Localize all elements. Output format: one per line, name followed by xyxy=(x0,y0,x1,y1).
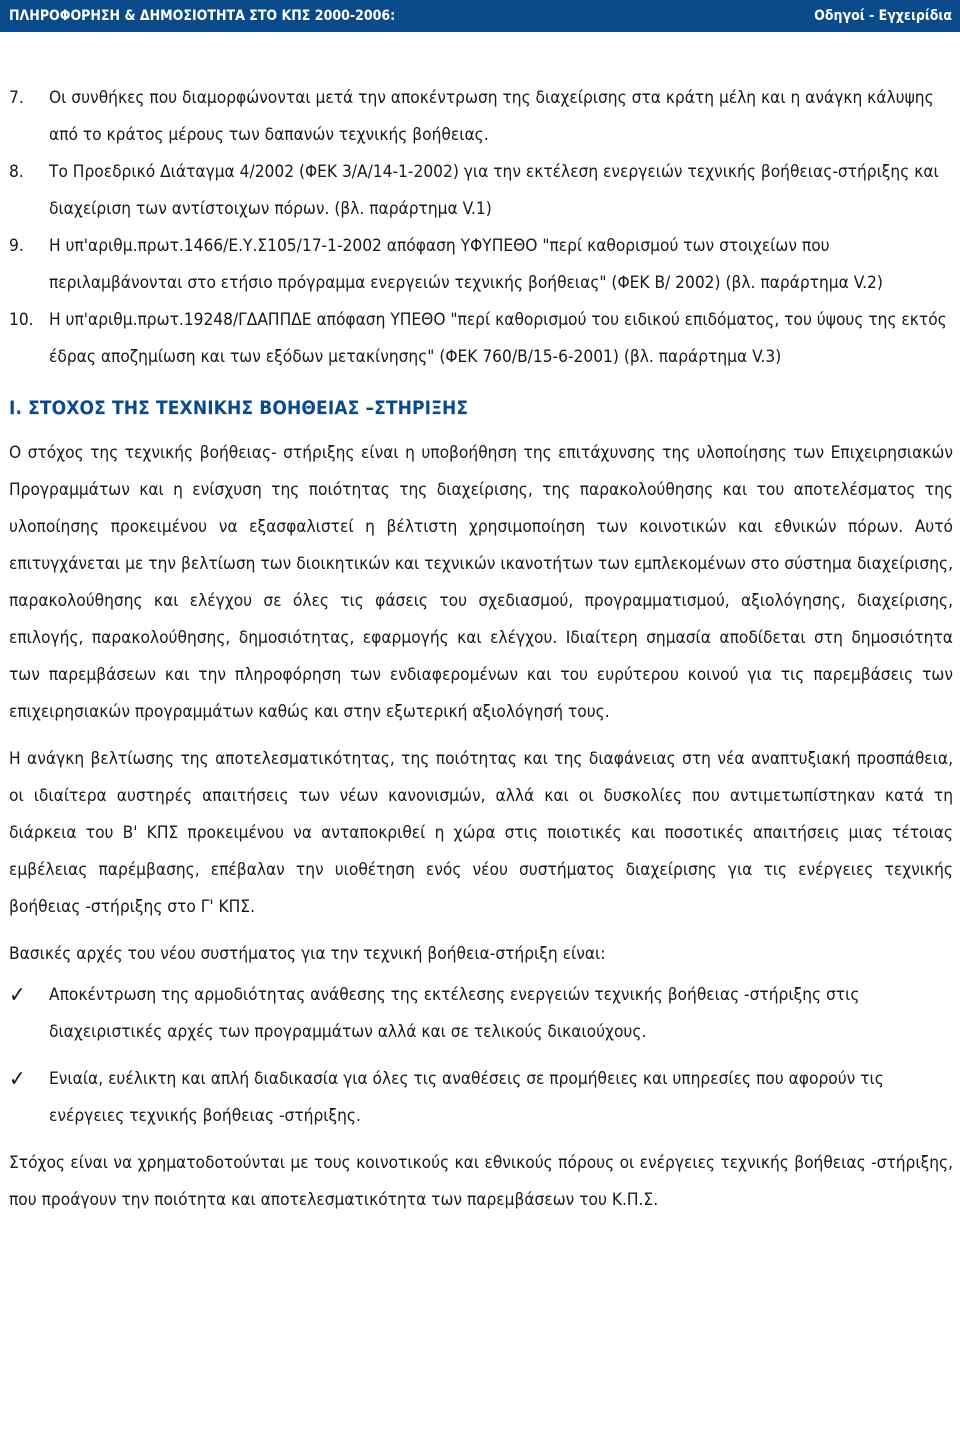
checkmark-icon: ✓ xyxy=(9,1067,26,1092)
section-heading: Ι. ΣΤΟΧΟΣ ΤΗΣ ΤΕΧΝΙΚΗΣ ΒΟΗΘΕΙΑΣ –ΣΤΗΡΙΞΗΣ xyxy=(9,397,469,419)
numbered-item xyxy=(9,228,953,302)
checklist-text: Αποκέντρωση της αρμοδιότητας ανάθεσης της εκτέλεσης ενεργειών τεχνικής βοήθειας -στήριξης στις διαχειριστικές αρχές των προγραμμάτων αλλά και σε τελικούς δικαιούχους. xyxy=(49,985,860,1042)
item-number: 10. xyxy=(9,310,34,330)
header-title: ΠΛΗΡΟΦΟΡΗΣΗ & ΔΗΜΟΣΙΟΤΗΤΑ ΣΤΟ ΚΠΣ 2000-2006: xyxy=(9,8,396,24)
item-number: 9. xyxy=(9,236,24,256)
body-paragraph: Ο στόχος της τεχνικής βοήθειας- στήριξης είναι η υποβοήθηση της επιτάχυνσης της υλοποίησης των Επιχειρησιακών Προγραμμάτων και η ενίσχυση της ποιότητας της διαχείρισης, της παρακολούθησης και του αποτελέσματος της υλοποίησης προκειμένου να εξασφαλιστεί η βέλτιστη χρησιμοποίηση των κοινοτικών και εθνικών πόρων. Αυτό επιτυγχάνεται με την βελτίωση των διοικητικών και τεχνικών ικανοτήτων των εμπλεκομένων στο σύστημα διαχείρισης, παρακολούθησης και ελέγχου σε όλες τις φάσεις του σχεδιασμού, προγραμματισμού, αξιολόγησης, διαχείρισης, επιλογής, παρακολούθησης, δημοσιότητας, εφαρμογής και ελέγχου. Ιδιαίτερη σημασία αποδίδεται στη δημοσιότητα των παρεμβάσεων και την πληροφόρηση των ενδιαφερομένων και του ευρύτερου κοινού για τις παρεμβάσεις των επιχειρησιακών προγραμμάτων καθώς και στην εξωτερική αξιολόγησή τους. xyxy=(9,443,953,722)
item-text: Οι συνθήκες που διαμορφώνονται μετά την αποκέντρωση της διαχείρισης στα κράτη μέλη και η ανάγκη κάλυψης από το κράτος μέρους των δαπανών τεχνικής βοήθειας. xyxy=(49,88,934,145)
body-paragraph: Βασικές αρχές του νέου συστήματος για την τεχνική βοήθεια-στήριξη είναι: xyxy=(9,944,606,964)
checkmark-icon: ✓ xyxy=(9,983,26,1008)
numbered-item xyxy=(9,302,953,376)
checklist-item xyxy=(9,977,953,1051)
closing-paragraph: Στόχος είναι να χρηματοδοτούνται με τους κοινοτικούς και εθνικούς πόρους οι ενέργειες τεχνικής βοήθειας -στήριξης, που προάγουν την ποιότητα και αποτελεσματικότητα των παρεμβάσεων του Κ.Π.Σ. xyxy=(9,1153,953,1210)
checklist-text: Ενιαία, ευέλικτη και απλή διαδικασία για όλες τις αναθέσεις σε προμήθειες και υπηρεσίες που αφορούν τις ενέργειες τεχνικής βοήθειας -στήριξης. xyxy=(49,1069,884,1126)
checklist-item xyxy=(9,1061,953,1135)
header-section: Οδηγοί - Εγχειρίδια xyxy=(814,8,952,24)
numbered-item xyxy=(9,154,953,228)
item-number: 8. xyxy=(9,162,24,182)
document-header xyxy=(0,0,960,32)
item-text: Η υπ'αριθμ.πρωτ.19248/ΓΔΑΠΠΔΕ απόφαση ΥΠΕΘΟ "περί καθορισμού του ειδικού επιδόματος, του ύψους της εκτός έδρας αποζημίωση και των εξόδων μετακίνησης" (ΦΕΚ 760/Β/15-6-2001) (βλ. παράρτημα V.3) xyxy=(49,310,947,367)
numbered-item xyxy=(9,80,953,154)
item-text: Η υπ'αριθμ.πρωτ.1466/Ε.Υ.Σ105/17-1-2002 απόφαση ΥΦΥΠΕΘΟ "περί καθορισμού των στοιχείων που περιλαμβάνονται στο ετήσιο πρόγραμμα ενεργειών τεχνικής βοήθειας" (ΦΕΚ Β/ 2002) (βλ. παράρτημα V.2) xyxy=(49,236,883,293)
document-body xyxy=(9,80,953,1229)
item-number: 7. xyxy=(9,88,24,108)
body-paragraph: Η ανάγκη βελτίωσης της αποτελεσματικότητας, της ποιότητας και της διαφάνειας στη νέα αναπτυξιακή προσπάθεια, οι ιδιαίτερα αυστηρές απαιτήσεις των νέων κανονισμών, αλλά και οι δυσκολίες που αντιμετωπίστηκαν κατά τη διάρκεια του Β' ΚΠΣ προκειμένου να ανταποκριθεί η χώρα στις ποιοτικές και ποσοτικές απαιτήσεις μιας τέτοιας εμβέλειας παρέμβασης, επέβαλαν την υιοθέτηση ενός νέου συστήματος διαχείρισης για τις ενέργειες τεχνικής βοήθειας -στήριξης στο Γ' ΚΠΣ. xyxy=(9,749,953,917)
item-text: Το Προεδρικό Διάταγμα 4/2002 (ΦΕΚ 3/Α/14-1-2002) για την εκτέλεση ενεργειών τεχνικής βοήθειας-στήριξης και διαχείριση των αντίστοιχων πόρων. (βλ. παράρτημα V.1) xyxy=(49,162,939,219)
